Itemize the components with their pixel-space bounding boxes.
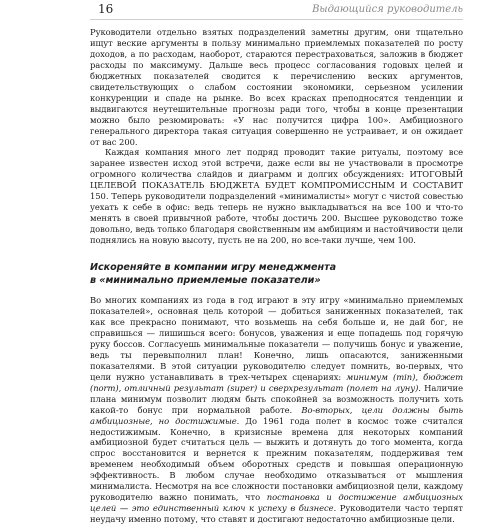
header-rule [90,19,463,20]
key-to-success-emphasis: постановка и достижение амбициозных целей — это единственный ключ к успеху в бизнесе. [90,492,463,514]
paragraph-2: Каждая компания много лет подряд проводит такие ритуалы, поэтому все заранее известен исход этой встречи, даже если вы не участвовали в просмотре огромного количества слайдов и диаграмм и долгих обсуждениях: ИТОГОВЫЙ ЦЕЛЕВОЙ ПОКАЗАТЕЛЬ БЮДЖЕТА БУДЕТ КОМПРОМИССНЫМ И СОСТАВИТ 150. Теперь руководители подразделений «минималисты» могут с чистой совестью уехать к себе в офис: ведь теперь не нужно выкладываться на все 100 и что-то менять в своей привычной работе, чтобы достичь 200. Высшее руководство тоже довольно, ведь только благодаря свойственным им амбициям и настойчивости цели поднялись на новую высоту, пусть не на 200, но все-таки лучше, чем 100. [90,147,463,246]
section-heading-line-1: Искореняйте в компании игру менеджмента [90,262,337,274]
ambitious-goals-emphasis: Во-вторых, цели должны быть амбициозные, но достижимые. [90,404,463,426]
running-title: Выдающийся руководитель [312,4,463,15]
paragraph-3 [90,295,463,525]
paragraph-1: Руководители отдельно взятых подразделений заметны другим, они тщательно ищут веские аргументы в пользу минимально приемлемых показателей по росту доходов, а по расходам, наоборот, стараются перестраховаться, заложив в бюджет расходы по максимуму. Дальше весь процесс согласования годовых целей и бюджетных показателей сводится к перечислению веских аргументов, свидетельствующих о слабом состоянии экономики, серьезном усилении конкуренции и спаде на рынке. Во всех красках преподносятся тенденции и выдвигаются неутешительные прогнозы ради того, чтобы в конце презентации можно было резюмировать: «У нас получится цифра 100». Амбициозного генерального директора такая ситуация совершенно не устраивает, и он ожидает от вас 200. [90,27,463,147]
scenario-emphasis: минимум (min), бюджет (norm), отличный результат (super) и сверхрезультат (полет на луну). [90,371,463,393]
paragraph-3-part-3: До 1961 года полет в космос тоже считался недостижимым. Конечно, в кризисные времена для некоторых компаний амбициозной будет считаться цель — выжить и дотянуть до того момента, когда спрос восстановится и вернется к прежним показателям, поддерживая тем временем необходимый объем оборотных средств и повышая операционную эффективность. В любом случае необходимо отказываться от мышления минималиста. Несмотря на все сложности постановки амбициозной цели, каждому руководителю важно понимать, что [90,415,463,503]
page-number: 16 [98,2,114,16]
paragraph-3-part-2: Наличие плана минимум позволит людям быть спокойней за возможность получить хоть какой-то бонус при нормальной работе. [90,382,463,415]
paragraph-3-part-1: Во многих компаниях из года в год играют в эту игру «минимально приемлемых показателей», основная цель которой — добиться заниженных показателей, так как все прекрасно понимают, что возьмешь на себя больше и, не дай бог, не справишься — лишишься всего: бонусов, уважения и еще попадешь под горячую руку боссов. Согласуешь минимальные показатели — получишь бонус и уважение, ведь ты перевыполнил план! Конечно, лишь опасаются, заниженными показателями. В этой ситуации руководителю следует помнить, во-первых, что цели нужно устанавливать в трех-четырех сценариях: [90,295,463,382]
page-body [90,27,463,525]
section-heading-line-2: в «минимально приемлемые показатели» [90,274,321,286]
paragraph-3-part-4: Руководители часто терпят неудачу именно потому, что ставят и достигают недостаточно амбициозные цели. [90,503,463,525]
section-heading [90,262,463,287]
